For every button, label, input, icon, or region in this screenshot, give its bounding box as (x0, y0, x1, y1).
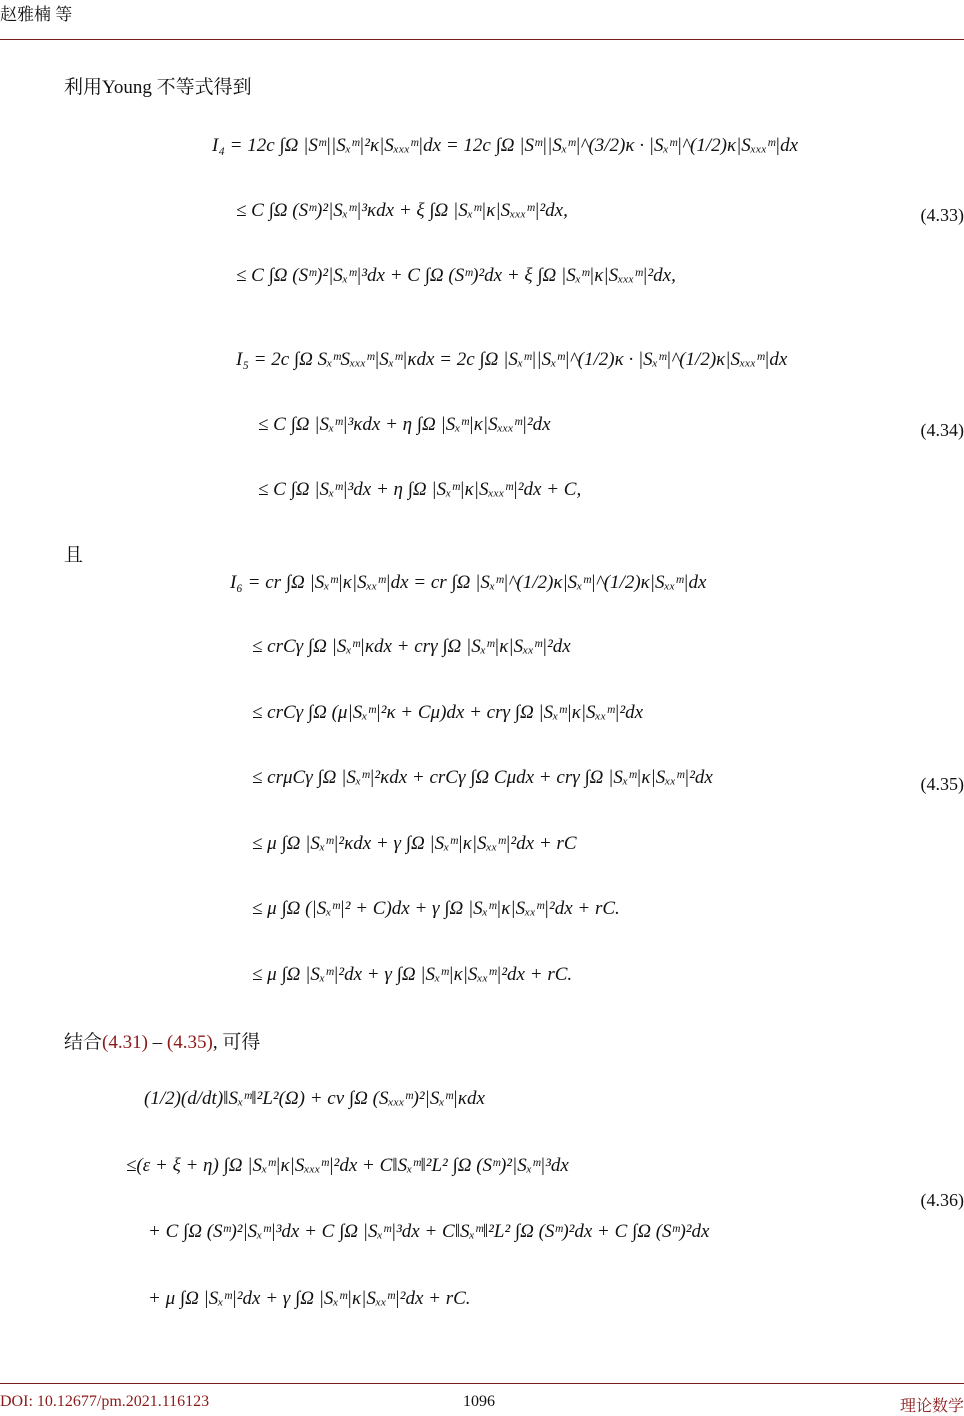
equation-ref-4-35[interactable]: (4.35) (167, 1032, 213, 1053)
footer-rule (0, 1383, 964, 1384)
eq-4-35-line-2 (252, 636, 571, 658)
eq-4-35-line-6-text: ≤ μ ∫Ω (|Sₓᵐ|² + C)dx + γ ∫Ω |Sₓᵐ|κ|Sₓₓᵐ|²dx + rC. (252, 898, 620, 919)
equation-number-4-33: (4.33) (921, 205, 964, 226)
page-header (0, 0, 964, 40)
paragraph-and: 且 (64, 540, 83, 567)
eq-4-36-line-1-text: (1/2)(d/dt)‖Sₓᵐ‖²L²(Ω) + cν ∫Ω (Sₓₓₓᵐ)²|Sₓᵐ|κdx (144, 1088, 485, 1109)
eq-4-33-line-1-text: I₄ = 12c ∫Ω |Sᵐ||Sₓᵐ|²κ|Sₓₓₓᵐ|dx = 12c ∫Ω |Sᵐ||Sₓᵐ|^(3/2)κ · |Sₓᵐ|^(1/2)κ|Sₓₓₓᵐ|dx (212, 135, 798, 156)
header-author: 赵雅楠 等 (0, 0, 72, 25)
eq-4-34-line-2 (258, 414, 551, 436)
eq-4-35-line-4 (252, 767, 713, 789)
eq-4-34-line-3-text: ≤ C ∫Ω |Sₓᵐ|³dx + η ∫Ω |Sₓᵐ|κ|Sₓₓₓᵐ|²dx + C, (258, 479, 581, 500)
eq-4-33-line-2 (236, 200, 568, 222)
eq-4-33-line-3-text: ≤ C ∫Ω (Sᵐ)²|Sₓᵐ|³dx + C ∫Ω (Sᵐ)²dx + ξ ∫Ω |Sₓᵐ|κ|Sₓₓₓᵐ|²dx, (236, 265, 676, 286)
eq-4-36-line-1 (144, 1088, 485, 1110)
combine-prefix: 结合 (64, 1032, 102, 1053)
paragraph-combine (64, 1027, 260, 1054)
eq-4-35-line-3 (252, 702, 643, 724)
footer-journal-link[interactable]: 理论数学 (900, 1393, 964, 1416)
equation-ref-4-31[interactable]: (4.31) (102, 1032, 148, 1053)
combine-dash: – (148, 1032, 167, 1053)
combine-suffix: , 可得 (213, 1032, 261, 1053)
eq-4-33-line-1 (212, 135, 798, 157)
eq-4-35-line-7 (252, 964, 572, 986)
eq-4-36-line-4 (148, 1288, 471, 1310)
eq-4-34-line-3 (258, 479, 581, 501)
eq-4-35-line-3-text: ≤ crCγ ∫Ω (μ|Sₓᵐ|²κ + Cμ)dx + crγ ∫Ω |Sₓᵐ|κ|Sₓₓᵐ|²dx (252, 702, 643, 723)
eq-4-36-line-2-text: ≤(ε + ξ + η) ∫Ω |Sₓᵐ|κ|Sₓₓₓᵐ|²dx + C‖Sₓᵐ‖²L² ∫Ω (Sᵐ)²|Sₓᵐ|³dx (126, 1155, 569, 1176)
eq-4-35-line-5-text: ≤ μ ∫Ω |Sₓᵐ|²κdx + γ ∫Ω |Sₓᵐ|κ|Sₓₓᵐ|²dx + rC (252, 833, 577, 854)
eq-4-35-line-7-text: ≤ μ ∫Ω |Sₓᵐ|²dx + γ ∫Ω |Sₓᵐ|κ|Sₓₓᵐ|²dx + rC. (252, 964, 572, 985)
footer-page-number: 1096 (463, 1393, 495, 1411)
eq-4-36-line-4-text: + μ ∫Ω |Sₓᵐ|²dx + γ ∫Ω |Sₓᵐ|κ|Sₓₓᵐ|²dx + rC. (148, 1288, 471, 1309)
eq-4-36-line-3-text: + C ∫Ω (Sᵐ)²|Sₓᵐ|³dx + C ∫Ω |Sₓᵐ|³dx + C‖Sₓᵐ‖²L² ∫Ω (Sᵐ)²dx + C ∫Ω (Sᵐ)²dx (148, 1221, 709, 1242)
eq-4-35-line-4-text: ≤ crμCγ ∫Ω |Sₓᵐ|²κdx + crCγ ∫Ω Cμdx + crγ ∫Ω |Sₓᵐ|κ|Sₓₓᵐ|²dx (252, 767, 713, 788)
eq-4-35-line-5 (252, 833, 577, 855)
paragraph-young: 利用Young 不等式得到 (64, 72, 252, 99)
eq-4-36-line-3 (148, 1221, 709, 1243)
eq-4-33-line-3 (236, 265, 676, 287)
header-rule (0, 39, 964, 40)
eq-4-35-line-2-text: ≤ crCγ ∫Ω |Sₓᵐ|κdx + crγ ∫Ω |Sₓᵐ|κ|Sₓₓᵐ|²dx (252, 636, 571, 657)
eq-4-35-line-6 (252, 898, 620, 920)
eq-4-34-line-1 (236, 349, 787, 371)
eq-4-33-line-2-text: ≤ C ∫Ω (Sᵐ)²|Sₓᵐ|³κdx + ξ ∫Ω |Sₓᵐ|κ|Sₓₓₓᵐ|²dx, (236, 200, 568, 221)
equation-number-4-35: (4.35) (921, 774, 964, 795)
eq-4-35-line-1-text: I₆ = cr ∫Ω |Sₓᵐ|κ|Sₓₓᵐ|dx = cr ∫Ω |Sₓᵐ|^(1/2)κ|Sₓᵐ|^(1/2)κ|Sₓₓᵐ|dx (230, 572, 706, 593)
footer-doi-link[interactable]: DOI: 10.12677/pm.2021.116123 (0, 1393, 209, 1411)
eq-4-34-line-1-text: I₅ = 2c ∫Ω SₓᵐSₓₓₓᵐ|Sₓᵐ|κdx = 2c ∫Ω |Sₓᵐ||Sₓᵐ|^(1/2)κ · |Sₓᵐ|^(1/2)κ|Sₓₓₓᵐ|dx (236, 349, 787, 370)
eq-4-35-line-1 (230, 572, 706, 594)
equation-number-4-34: (4.34) (921, 420, 964, 441)
eq-4-36-line-2 (126, 1155, 569, 1177)
equation-number-4-36: (4.36) (921, 1190, 964, 1211)
eq-4-34-line-2-text: ≤ C ∫Ω |Sₓᵐ|³κdx + η ∫Ω |Sₓᵐ|κ|Sₓₓₓᵐ|²dx (258, 414, 551, 435)
